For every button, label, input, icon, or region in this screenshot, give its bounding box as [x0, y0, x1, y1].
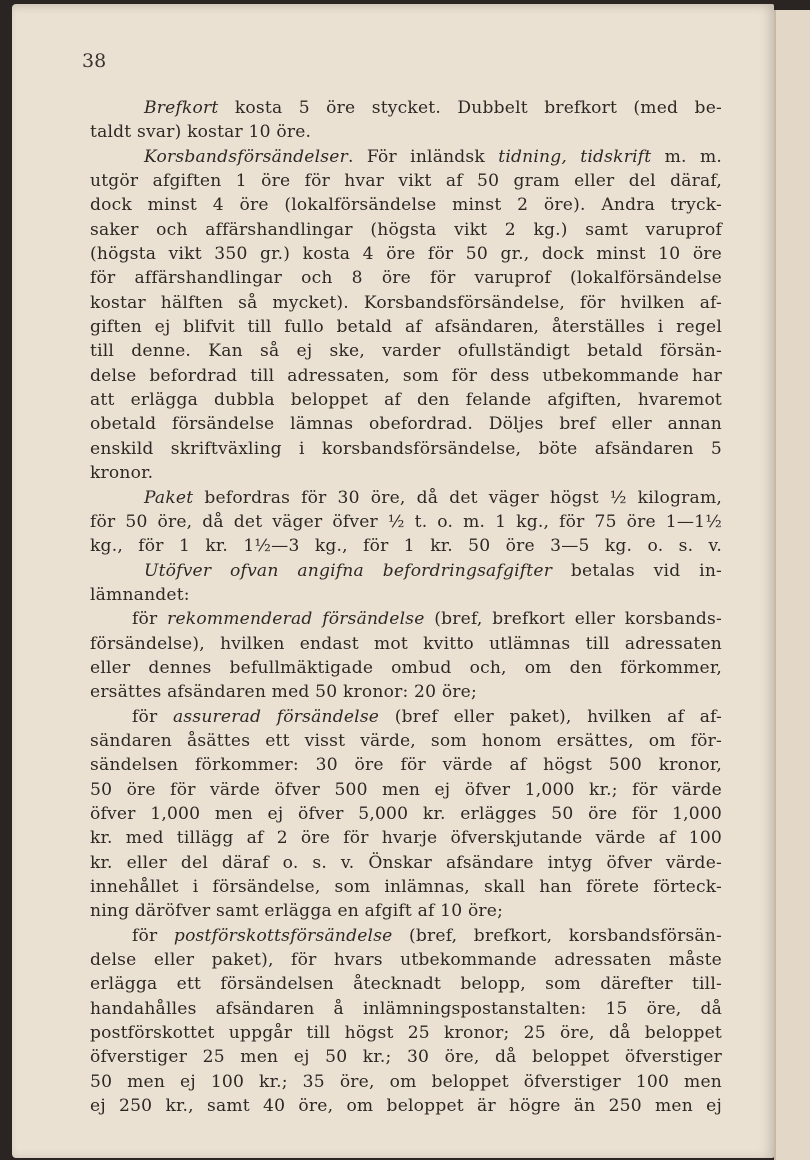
text-segment: att erlägga dubbla beloppet af den felande afgiften, hvaremot — [90, 390, 722, 411]
text-line — [90, 948, 722, 972]
text-line — [90, 193, 722, 217]
next-page-edge — [774, 10, 810, 1160]
text-line — [90, 1070, 722, 1094]
text-segment: . För inländsk — [347, 146, 499, 167]
text-segment: delse befordrad till adressaten, som för dess utbekommande har — [90, 365, 722, 386]
text-segment: för 50 öre, då det väger öfver ½ t. o. m. 1 kg., för 75 öre 1—1½ — [90, 511, 722, 532]
italic-term: tidning, tidskrift — [498, 146, 652, 167]
text-segment: eller dennes befullmäktigade ombud och, om den förkommer, — [90, 657, 722, 678]
text-line — [90, 461, 722, 485]
text-line — [90, 1045, 722, 1069]
text-line — [90, 875, 722, 899]
text-line — [90, 997, 722, 1021]
text-segment: postförskottet uppgår till högst 25 kronor; 25 öre, då beloppet — [90, 1023, 722, 1044]
text-segment: lämnandet: — [90, 584, 190, 605]
text-segment: för — [132, 925, 174, 946]
text-segment: (bref, brefkort, korsbandsförsän- — [392, 925, 722, 946]
text-segment: 50 men ej 100 kr.; 35 öre, om beloppet öfverstiger 100 men — [90, 1071, 722, 1092]
text-line — [90, 534, 722, 558]
text-segment: sändaren åsättes ett visst värde, som honom ersättes, om för- — [90, 730, 722, 751]
italic-term: assurerad försändelse — [173, 706, 380, 727]
text-segment: till denne. Kan så ej ske, varder ofullständigt betald försän- — [90, 341, 722, 362]
text-segment: försändelse), hvilken endast mot kvitto utlämnas till adressaten — [90, 633, 722, 654]
text-line — [90, 120, 722, 144]
text-segment: handahålles afsändaren å inlämningspostanstalten: 15 öre, då — [90, 998, 722, 1019]
text-segment: dock minst 4 öre (lokalförsändelse minst 2 öre). Andra tryck- — [90, 195, 722, 216]
text-segment: ning däröfver samt erlägga en afgift af 10 öre; — [90, 901, 504, 922]
text-line — [90, 486, 722, 510]
text-line — [90, 559, 722, 583]
text-segment: innehållet i försändelse, som inlämnas, skall han förete förteck- — [90, 877, 722, 897]
text-segment: delse eller paket), för hvars utbekommande adressaten måste — [90, 950, 722, 971]
text-segment: ersättes afsändaren med 50 kronor: 20 öre; — [90, 682, 477, 703]
text-line — [90, 753, 722, 777]
text-line — [90, 802, 722, 826]
text-line — [90, 778, 722, 802]
book-page — [12, 4, 774, 1158]
text-line — [90, 826, 722, 850]
text-segment: för — [132, 706, 173, 727]
text-line — [90, 851, 722, 875]
text-line — [90, 96, 722, 120]
text-line — [90, 899, 722, 923]
text-segment: kosta 5 öre stycket. Dubbelt brefkort (med be- — [218, 98, 722, 118]
italic-term: Paket — [144, 487, 194, 508]
page-number: 38 — [82, 50, 107, 72]
text-segment: erlägga ett försändelsen åtecknadt belopp, som därefter till- — [90, 974, 722, 995]
text-segment: kg., för 1 kr. 1½—3 kg., för 1 kr. 50 öre 3—5 kg. o. s. v. — [90, 536, 722, 557]
text-segment: kronor. — [90, 463, 154, 484]
text-line — [90, 656, 722, 680]
text-line — [90, 145, 722, 169]
text-line — [90, 583, 722, 607]
text-segment: utgör afgiften 1 öre för hvar vikt af 50 gram eller del däraf, — [90, 171, 722, 192]
text-line — [90, 510, 722, 534]
italic-term: postförskottsförsändelse — [173, 925, 393, 946]
text-line — [90, 437, 722, 461]
text-line — [90, 169, 722, 193]
text-line — [90, 242, 722, 266]
text-line — [90, 924, 722, 948]
text-segment: m. m. — [651, 146, 723, 167]
text-segment: ej 250 kr., samt 40 öre, om beloppet är högre än 250 men ej — [90, 1096, 722, 1117]
text-segment: öfver 1,000 men ej öfver 5,000 kr. erlägges 50 öre för 1,000 — [90, 803, 722, 824]
text-segment: sändelsen förkommer: 30 öre för värde af högst 500 kronor, — [90, 755, 722, 776]
text-segment: kr. eller del däraf o. s. v. Önskar afsändare intyg öfver värde- — [90, 852, 722, 873]
italic-term: Brefkort — [144, 98, 219, 118]
text-segment: för affärshandlingar och 8 öre för varuprof (lokalförsändelse — [90, 268, 722, 289]
text-line — [90, 1094, 722, 1118]
body-text — [90, 96, 722, 1118]
italic-term: Utöfver ofvan angifna befordringsafgifter — [144, 560, 553, 581]
text-segment: taldt svar) kostar 10 öre. — [90, 122, 312, 143]
text-line — [90, 364, 722, 388]
text-line — [90, 972, 722, 996]
text-line — [90, 388, 722, 412]
text-line — [90, 339, 722, 363]
text-segment: öfverstiger 25 men ej 50 kr.; 30 öre, då beloppet öfverstiger — [90, 1047, 722, 1068]
text-segment: enskild skriftväxling i korsbandsförsändelse, böte afsändaren 5 — [90, 438, 722, 459]
italic-term: Korsbandsförsändelser — [144, 146, 348, 167]
text-line — [90, 632, 722, 656]
text-segment: för — [132, 609, 168, 630]
text-line — [90, 705, 722, 729]
text-line — [90, 680, 722, 704]
text-segment: (högsta vikt 350 gr.) kosta 4 öre för 50 gr., dock minst 10 öre — [90, 244, 722, 265]
text-segment: kostar hälften så mycket). Korsbandsförsändelse, för hvilken af- — [90, 292, 722, 313]
text-line — [90, 607, 722, 631]
text-line — [90, 729, 722, 753]
text-line — [90, 291, 722, 315]
text-segment: (bref eller paket), hvilken af af- — [379, 706, 722, 727]
text-segment: kr. med tillägg af 2 öre för hvarje öfverskjutande värde af 100 — [90, 828, 722, 849]
italic-term: rekommenderad försändelse — [167, 609, 425, 630]
text-segment: (bref, brefkort eller korsbands- — [424, 609, 722, 630]
text-segment: saker och affärshandlingar (högsta vikt 2 kg.) samt varuprof — [90, 219, 722, 240]
text-segment: giften ej blifvit till fullo betald af afsändaren, återställes i regel — [90, 317, 722, 338]
text-line — [90, 266, 722, 290]
text-segment: betalas vid in- — [552, 560, 723, 581]
text-line — [90, 1021, 722, 1045]
text-segment: befordras för 30 öre, då det väger högst ½ kilogram, — [193, 487, 722, 508]
text-line — [90, 412, 722, 436]
text-line — [90, 315, 722, 339]
text-line — [90, 218, 722, 242]
text-segment: 50 öre för värde öfver 500 men ej öfver 1,000 kr.; för värde — [90, 779, 722, 800]
text-segment: obetald försändelse lämnas obefordrad. Döljes bref eller annan — [90, 414, 722, 435]
